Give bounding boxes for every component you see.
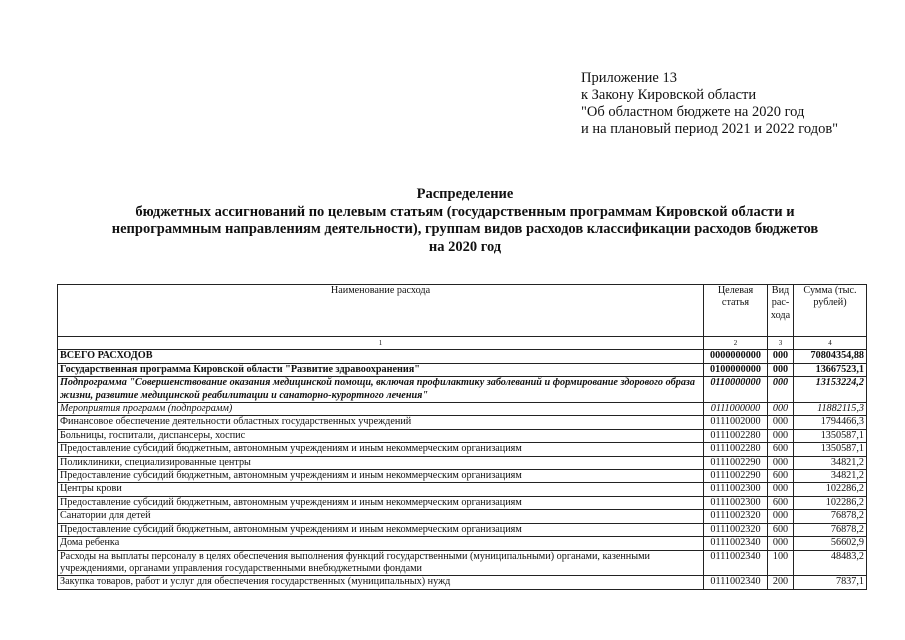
row-sum: 1350587,1 xyxy=(794,429,867,442)
row-name: Государственная программа Кировской области "Развитие здравоохранения" xyxy=(58,363,704,376)
row-name: Закупка товаров, работ и услуг для обеспечения государственных (муниципальных) нужд xyxy=(58,576,704,589)
row-sum: 56602,9 xyxy=(794,537,867,550)
row-sum: 1350587,1 xyxy=(794,443,867,456)
row-code: 0111002000 xyxy=(704,416,768,429)
row-name: Предоставление субсидий бюджетным, автономным учреждениям и иным некоммерческим организациям xyxy=(58,443,704,456)
row-vid: 000 xyxy=(768,537,794,550)
appendix-header xyxy=(581,70,838,138)
column-number-row xyxy=(58,337,867,350)
row-vid: 000 xyxy=(768,429,794,442)
row-vid: 000 xyxy=(768,456,794,469)
table-row xyxy=(58,510,867,523)
row-sum: 11882115,3 xyxy=(794,403,867,416)
table-row xyxy=(58,470,867,483)
row-code: 0111002340 xyxy=(704,537,768,550)
table-row xyxy=(58,350,867,363)
header-name: Наименование расхода xyxy=(58,285,704,337)
row-vid: 000 xyxy=(768,416,794,429)
appendix-line: Приложение 13 xyxy=(581,70,677,86)
appendix-line: и на плановый период 2021 и 2022 годов" xyxy=(581,121,839,137)
row-name: Предоставление субсидий бюджетным, автономным учреждениям и иным некоммерческим организациям xyxy=(58,523,704,536)
header-sum: Сумма (тыс. рублей) xyxy=(794,285,867,337)
row-name: Санатории для детей xyxy=(58,510,704,523)
row-sum: 102286,2 xyxy=(794,483,867,496)
row-code: 0111002340 xyxy=(704,576,768,589)
row-code: 0111002320 xyxy=(704,523,768,536)
row-vid: 000 xyxy=(768,350,794,363)
table-row xyxy=(58,429,867,442)
title-line: на 2020 год xyxy=(428,238,502,255)
row-vid: 000 xyxy=(768,377,794,403)
row-sum: 1794466,3 xyxy=(794,416,867,429)
row-code: 0111002290 xyxy=(704,456,768,469)
header-code: Целевая статья xyxy=(704,285,768,337)
row-name: Расходы на выплаты персоналу в целях обеспечения выполнения функций государственными (муниципальными) органами, казенными учреждениями, органами управления государственными внебюджетными фондами xyxy=(58,550,704,576)
title-line: Распределение xyxy=(416,186,514,202)
table-row xyxy=(58,537,867,550)
row-sum: 13667523,1 xyxy=(794,363,867,376)
row-sum: 7837,1 xyxy=(794,576,867,589)
appendix-line: к Закону Кировской области xyxy=(581,87,757,103)
row-vid: 000 xyxy=(768,483,794,496)
table-row xyxy=(58,443,867,456)
column-number: 4 xyxy=(794,337,867,350)
budget-table xyxy=(57,284,867,590)
row-name: Поликлиники, специализированные центры xyxy=(58,456,704,469)
row-name: Предоставление субсидий бюджетным, автономным учреждениям и иным некоммерческим организациям xyxy=(58,470,704,483)
row-sum: 34821,2 xyxy=(794,470,867,483)
row-code: 0111002300 xyxy=(704,496,768,509)
row-name: ВСЕГО РАСХОДОВ xyxy=(58,350,704,363)
column-number: 3 xyxy=(768,337,794,350)
row-vid: 600 xyxy=(768,443,794,456)
table-row xyxy=(58,496,867,509)
row-code: 0000000000 xyxy=(704,350,768,363)
title-line: бюджетных ассигнований по целевым статьям (государственным программам Кировской области и xyxy=(135,203,795,220)
row-name: Больницы, госпитали, диспансеры, хоспис xyxy=(58,429,704,442)
row-sum: 102286,2 xyxy=(794,496,867,509)
document-title xyxy=(60,186,870,256)
row-vid: 000 xyxy=(768,510,794,523)
row-name: Дома ребенка xyxy=(58,537,704,550)
column-number: 2 xyxy=(704,337,768,350)
table-row xyxy=(58,576,867,589)
row-name: Центры крови xyxy=(58,483,704,496)
row-vid: 200 xyxy=(768,576,794,589)
row-vid: 600 xyxy=(768,470,794,483)
table-row xyxy=(58,483,867,496)
row-code: 0111002300 xyxy=(704,483,768,496)
row-sum: 70804354,88 xyxy=(794,350,867,363)
title-line: непрограммным направлениям деятельности), группам видов расходов классификации расходов бюджетов xyxy=(111,221,819,237)
row-name: Предоставление субсидий бюджетным, автономным учреждениям и иным некоммерческим организациям xyxy=(58,496,704,509)
row-vid: 100 xyxy=(768,550,794,576)
row-name: Подпрограмма "Совершенствование оказания медицинской помощи, включая профилактику заболеваний и формирование здорового образа жизни, развитие медицинской реабилитации и санаторно-курортного лечения" xyxy=(58,377,704,403)
table-body xyxy=(58,350,867,589)
table-row xyxy=(58,456,867,469)
row-sum: 76878,2 xyxy=(794,510,867,523)
row-vid: 000 xyxy=(768,403,794,416)
row-code: 0111000000 xyxy=(704,403,768,416)
row-sum: 48483,2 xyxy=(794,550,867,576)
row-code: 0111002340 xyxy=(704,550,768,576)
row-sum: 34821,2 xyxy=(794,456,867,469)
row-code: 0100000000 xyxy=(704,363,768,376)
row-code: 0110000000 xyxy=(704,377,768,403)
row-vid: 000 xyxy=(768,363,794,376)
row-sum: 76878,2 xyxy=(794,523,867,536)
table-row xyxy=(58,550,867,576)
table-row xyxy=(58,403,867,416)
header-vid: Вид рас-хода xyxy=(768,285,794,337)
column-number: 1 xyxy=(58,337,704,350)
row-code: 0111002280 xyxy=(704,443,768,456)
table-row xyxy=(58,363,867,376)
table-row xyxy=(58,416,867,429)
appendix-line: "Об областном бюджете на 2020 год xyxy=(581,104,805,120)
row-vid: 600 xyxy=(768,496,794,509)
row-vid: 600 xyxy=(768,523,794,536)
table-header-row xyxy=(58,285,867,337)
table-row xyxy=(58,523,867,536)
row-code: 0111002280 xyxy=(704,429,768,442)
row-code: 0111002320 xyxy=(704,510,768,523)
row-name: Финансовое обеспечение деятельности областных государственных учреждений xyxy=(58,416,704,429)
row-code: 0111002290 xyxy=(704,470,768,483)
row-name: Мероприятия программ (подпрограмм) xyxy=(58,403,704,416)
table-row xyxy=(58,377,867,403)
row-sum: 13153224,2 xyxy=(794,377,867,403)
